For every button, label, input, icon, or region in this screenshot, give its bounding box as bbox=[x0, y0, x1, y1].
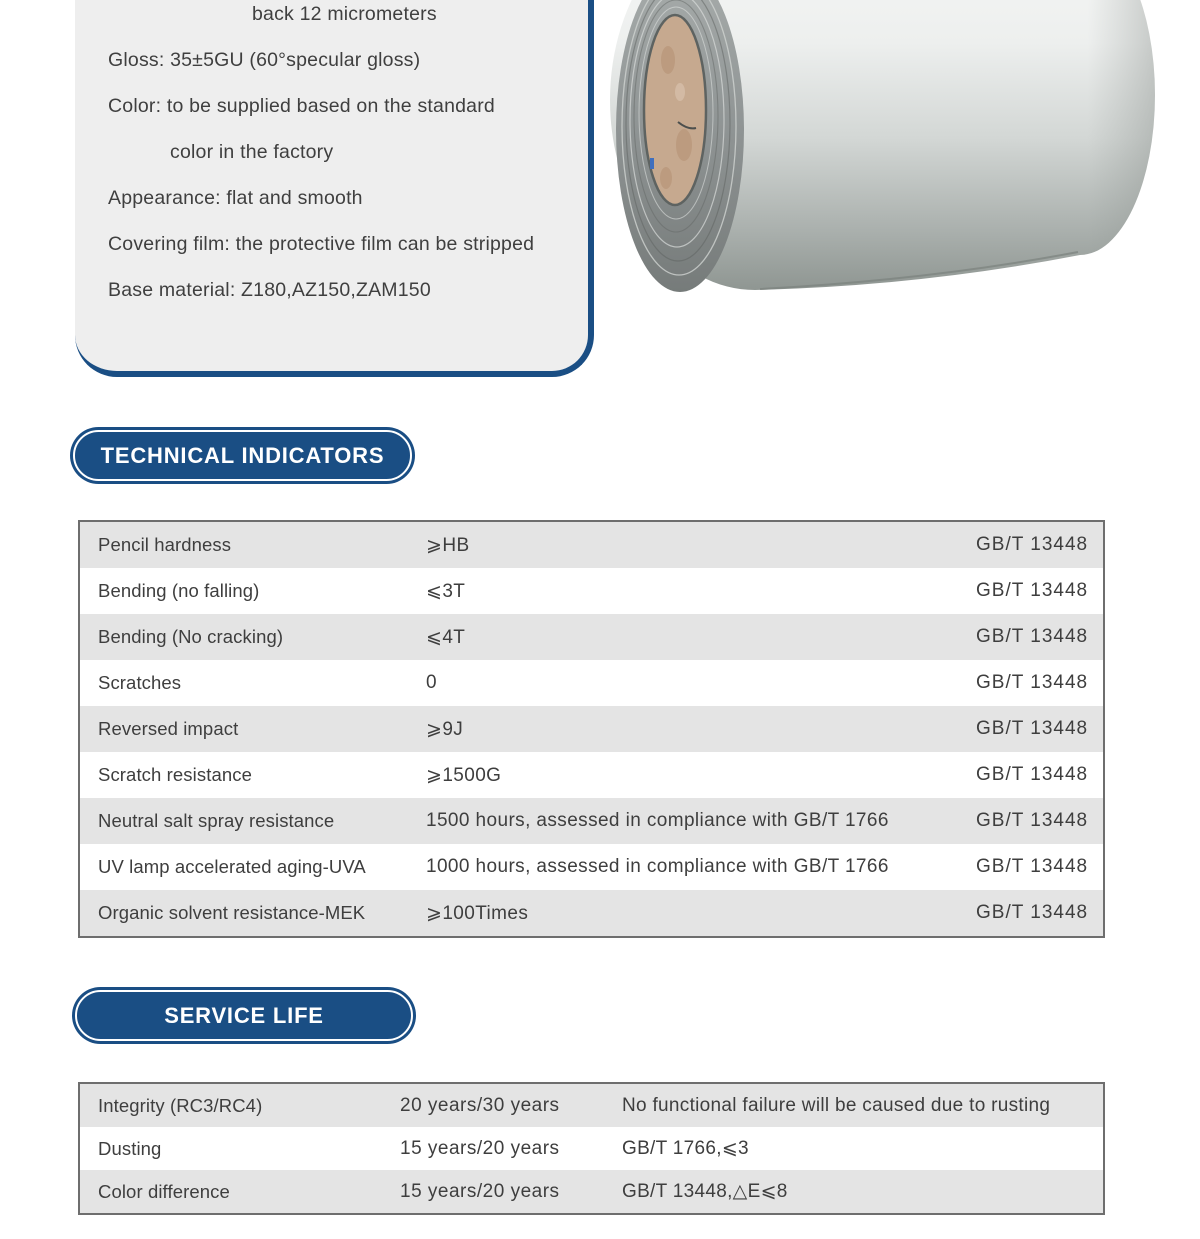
indicator-value: 1000 hours, assessed in compliance with GB/T 1766 bbox=[426, 856, 889, 877]
indicator-name: Pencil hardness bbox=[98, 534, 232, 555]
spec-line: Gloss: 35±5GU (60°specular gloss) bbox=[108, 49, 421, 71]
indicator-value: 0 bbox=[426, 672, 437, 693]
table-row bbox=[80, 1127, 1103, 1170]
service-life-table bbox=[78, 1082, 1105, 1215]
indicator-value: ⩽3T bbox=[426, 580, 466, 602]
indicator-standard: GB/T 13448 bbox=[976, 764, 1089, 785]
steel-coil-image bbox=[600, 0, 1170, 352]
service-item: Integrity (RC3/RC4) bbox=[98, 1094, 263, 1116]
table-row bbox=[80, 568, 1103, 614]
indicator-standard: GB/T 13448 bbox=[976, 718, 1089, 739]
spec-line: Appearance: flat and smooth bbox=[108, 187, 363, 209]
indicator-value: ⩾100Times bbox=[426, 902, 529, 924]
table-row bbox=[80, 890, 1103, 936]
indicator-name: Reversed impact bbox=[98, 718, 239, 739]
table-row bbox=[80, 752, 1103, 798]
indicator-name: Scratches bbox=[98, 672, 182, 693]
core-speckle bbox=[661, 46, 675, 74]
table-row bbox=[80, 844, 1103, 890]
indicator-name: UV lamp accelerated aging-UVA bbox=[98, 856, 366, 877]
indicator-standard: GB/T 13448 bbox=[976, 580, 1089, 601]
indicator-name: Organic solvent resistance-MEK bbox=[98, 902, 366, 923]
service-duration: 15 years/20 years bbox=[400, 1137, 560, 1159]
indicator-value: ⩾9J bbox=[426, 718, 464, 740]
indicator-standard: GB/T 13448 bbox=[976, 810, 1089, 831]
service-life-badge bbox=[75, 990, 413, 1041]
technical-indicators-table bbox=[78, 520, 1105, 938]
indicator-standard: GB/T 13448 bbox=[976, 856, 1089, 877]
indicator-standard: GB/T 13448 bbox=[976, 534, 1089, 555]
table-row bbox=[80, 706, 1103, 752]
indicator-name: Neutral salt spray resistance bbox=[98, 810, 335, 831]
service-criteria: GB/T 13448,△E⩽8 bbox=[622, 1181, 788, 1202]
service-duration: 20 years/30 years bbox=[400, 1094, 560, 1116]
table-row bbox=[80, 522, 1103, 568]
service-item: Dusting bbox=[98, 1137, 162, 1159]
indicator-value: ⩾HB bbox=[426, 534, 470, 556]
indicator-value: 1500 hours, assessed in compliance with GB/T 1766 bbox=[426, 810, 889, 831]
core-speckle bbox=[676, 129, 692, 161]
spec-line: color in the factory bbox=[170, 141, 334, 163]
core-speckle bbox=[675, 83, 685, 101]
indicator-name: Bending (No cracking) bbox=[98, 626, 284, 647]
core-speckle bbox=[660, 167, 672, 189]
table-row bbox=[80, 614, 1103, 660]
spec-line: Base material: Z180,AZ150,ZAM150 bbox=[108, 279, 431, 301]
table-row bbox=[80, 1170, 1103, 1213]
service-criteria: GB/T 1766,⩽3 bbox=[622, 1138, 749, 1159]
service-criteria: No functional failure will be caused due to rusting bbox=[622, 1094, 1051, 1116]
indicator-standard: GB/T 13448 bbox=[976, 626, 1089, 647]
technical-indicators-badge bbox=[73, 430, 412, 481]
product-spec-text bbox=[75, 0, 589, 313]
coil-core bbox=[644, 15, 706, 205]
indicator-value: ⩾1500G bbox=[426, 764, 502, 786]
indicator-value: ⩽4T bbox=[426, 626, 466, 648]
technical-indicators-badge-label: TECHNICAL INDICATORS bbox=[100, 442, 385, 468]
table-row bbox=[80, 660, 1103, 706]
table-row bbox=[80, 798, 1103, 844]
service-life-badge-label: SERVICE LIFE bbox=[164, 1002, 324, 1028]
indicator-name: Scratch resistance bbox=[98, 764, 252, 785]
indicator-name: Bending (no falling) bbox=[98, 580, 260, 601]
spec-line: Covering film: the protective film can be stripped bbox=[108, 233, 535, 255]
service-item: Color difference bbox=[98, 1180, 230, 1202]
spec-line: back 12 micrometers bbox=[252, 3, 437, 25]
spec-line: Color: to be supplied based on the standard bbox=[108, 95, 495, 117]
service-duration: 15 years/20 years bbox=[400, 1180, 560, 1202]
table-row bbox=[80, 1084, 1103, 1127]
indicator-standard: GB/T 13448 bbox=[976, 902, 1089, 923]
indicator-standard: GB/T 13448 bbox=[976, 672, 1089, 693]
core-blue-mark bbox=[650, 158, 654, 169]
